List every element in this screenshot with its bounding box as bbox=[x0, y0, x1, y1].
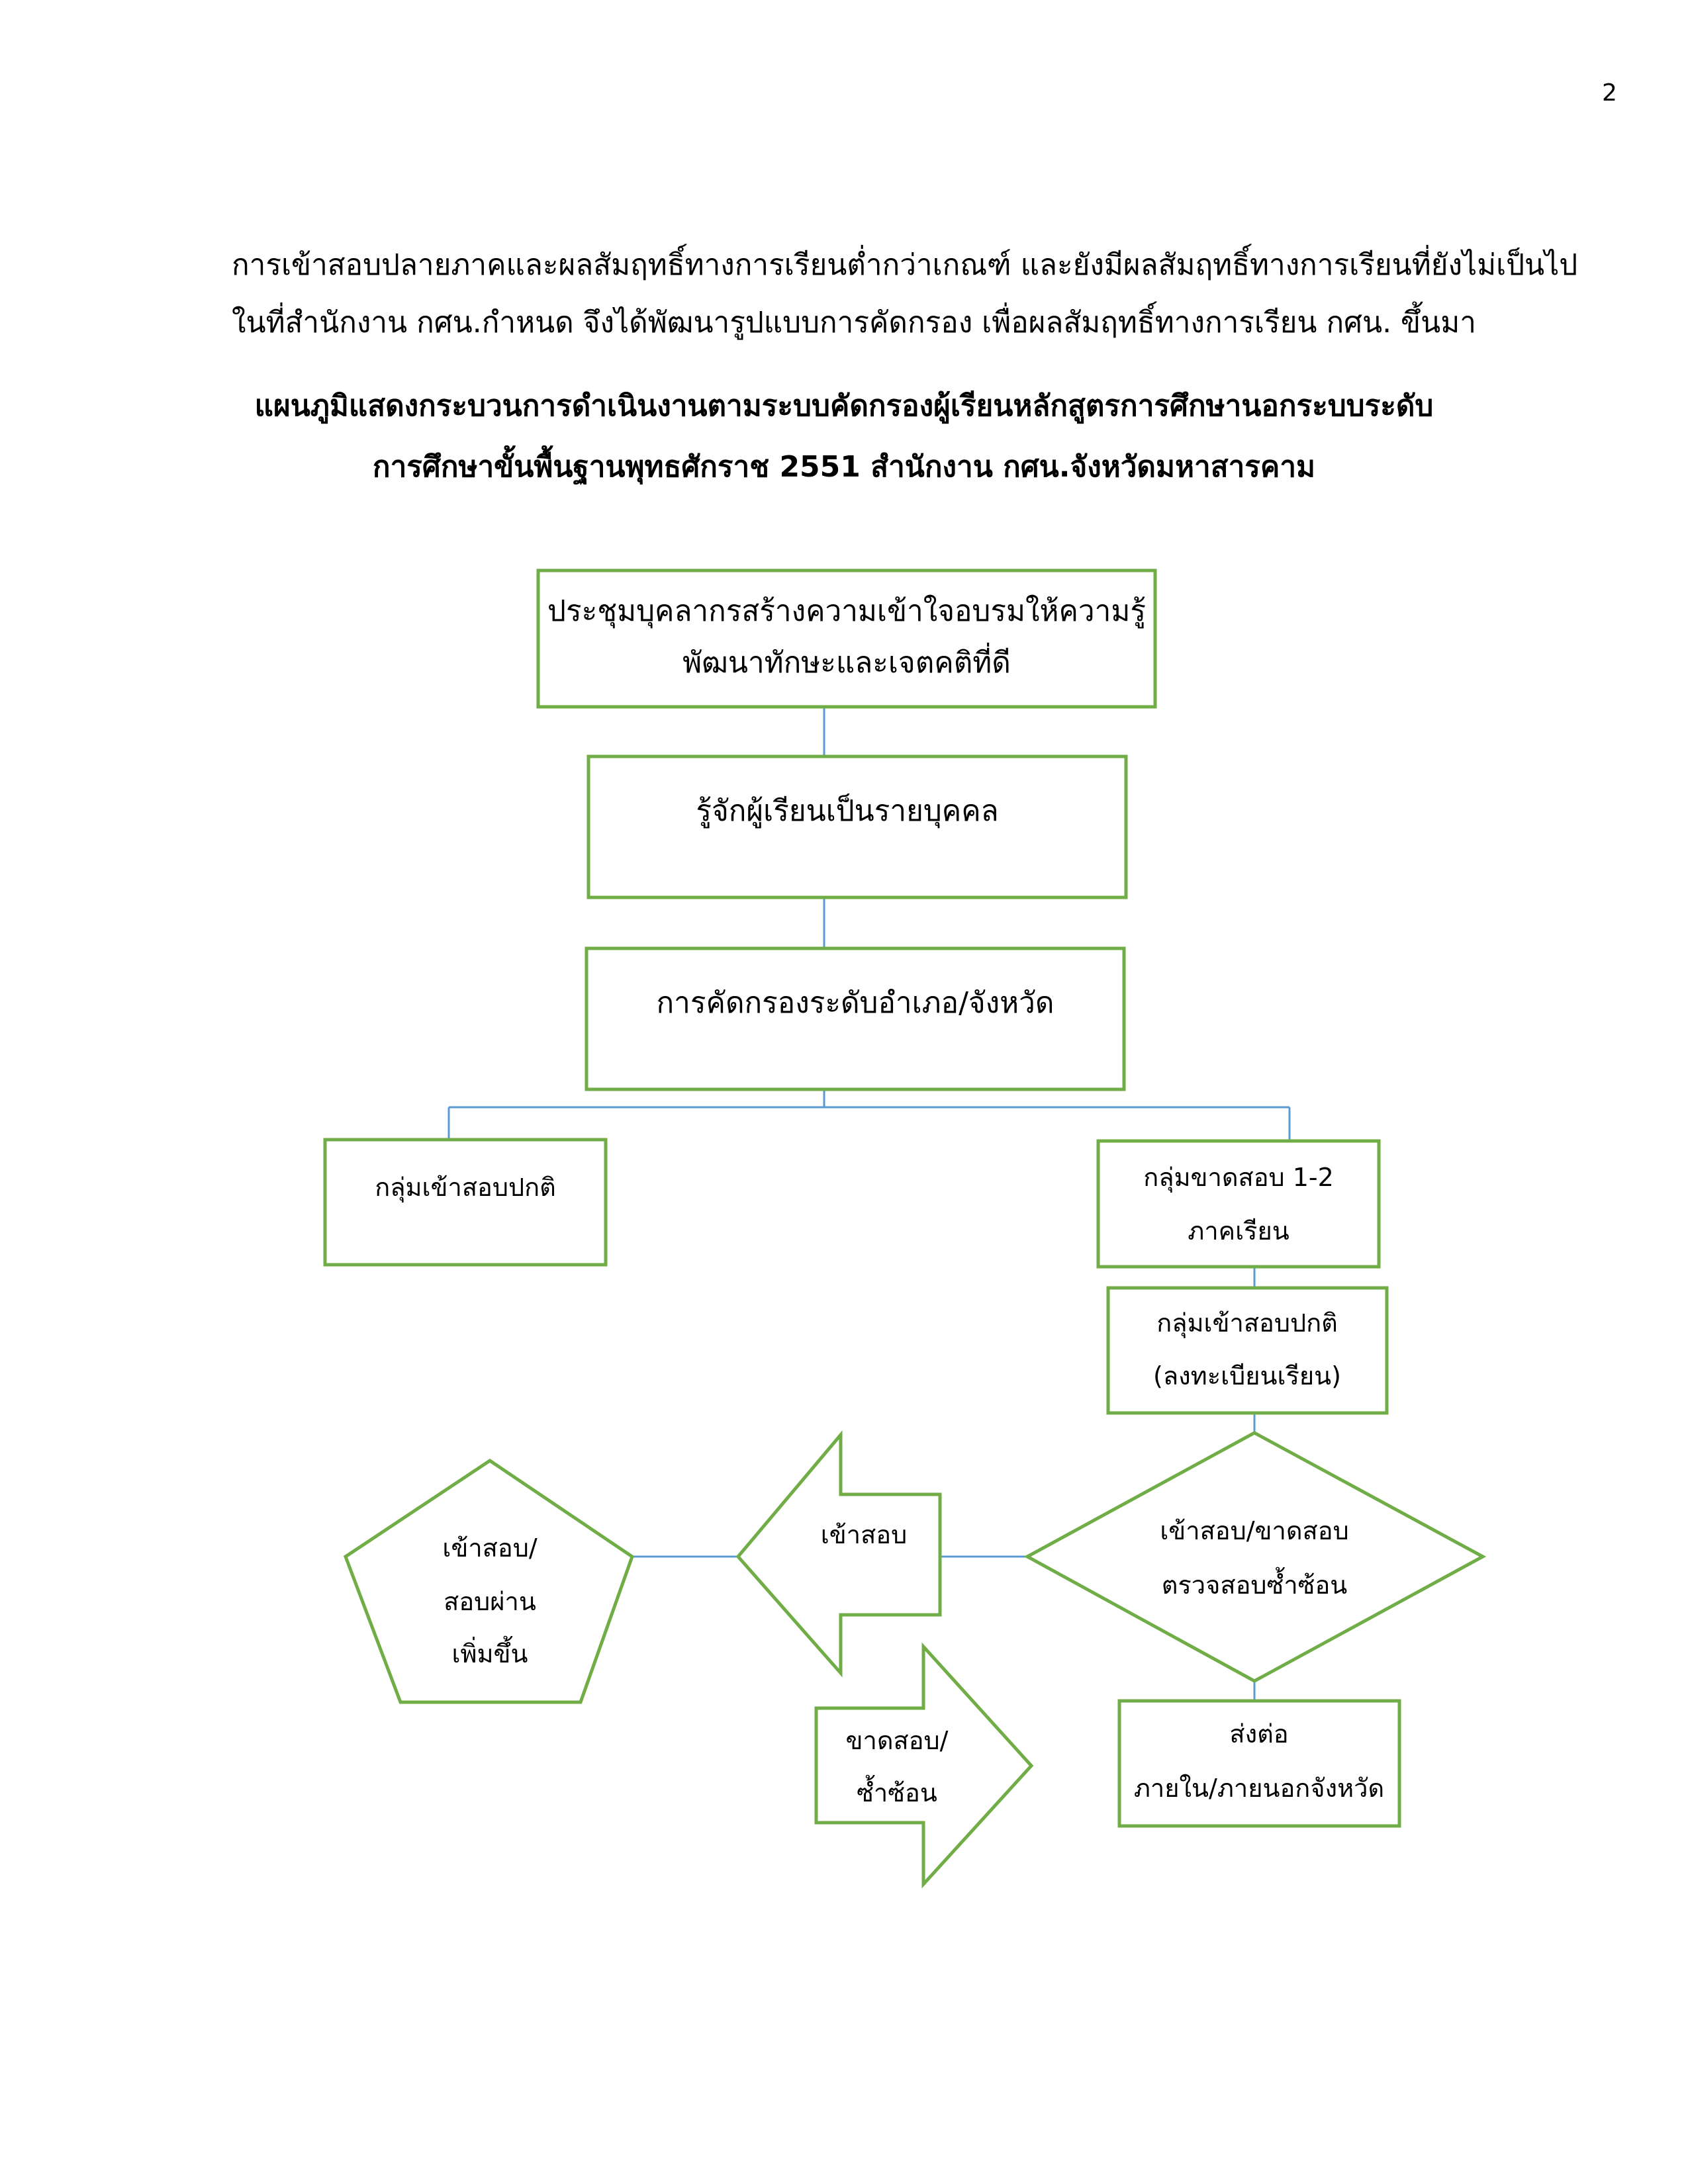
decision-label-line1: เข้าสอบ/ขาดสอบ bbox=[1160, 1516, 1349, 1545]
group-register-label-line1: กลุ่มเข้าสอบปกติ bbox=[1156, 1308, 1338, 1338]
arrow-absent-label-line2: ซ้ำซ้อน bbox=[857, 1778, 937, 1807]
group-register-box bbox=[1108, 1288, 1387, 1413]
step1-label-line2: พัฒนาทักษะและเจตคติที่ดี bbox=[682, 646, 1011, 680]
paragraph-line-1: การเข้าสอบปลายภาคและผลสัมฤทธิ์ทางการเรียนต่ำกว่าเกณฑ์ และยังมีผลสัมฤทธิ์ทางการเรียนที่ยังไม่เป็นไป bbox=[232, 248, 1578, 282]
step1-label-line1: ประชุมบุคลากรสร้างความเข้าใจอบรมให้ความรู้ bbox=[547, 594, 1146, 628]
step1-box bbox=[538, 570, 1155, 707]
chart-title-line-2: การศึกษาขั้นพื้นฐานพุทธศักราช 2551 สำนักงาน กศน.จังหวัดมหาสารคาม bbox=[372, 450, 1316, 484]
arrow-absent-label-line1: ขาดสอบ/ bbox=[845, 1726, 949, 1755]
paragraph-line-2: ในที่สำนักงาน กศน.กำหนด จึงได้พัฒนารูปแบบการคัดกรอง เพื่อผลสัมฤทธิ์ทางการเรียน กศน. ขึ้นมา bbox=[232, 306, 1476, 340]
chart-title-line-1: แผนภูมิแสดงกระบวนการดำเนินงานตามระบบคัดกรองผู้เรียนหลักสูตรการศึกษานอกระบบระดับ bbox=[254, 389, 1434, 423]
group-absent-box bbox=[1098, 1141, 1379, 1267]
decision-diamond bbox=[1027, 1433, 1483, 1681]
group-absent-label-line2: ภาคเรียน bbox=[1188, 1216, 1289, 1246]
decision-label-line2: ตรวจสอบซ้ำซ้อน bbox=[1161, 1570, 1348, 1600]
step2-label: รู้จักผู้เรียนเป็นรายบุคคล bbox=[696, 794, 999, 828]
group-normal-box bbox=[325, 1140, 606, 1265]
step3-label: การคัดกรองระดับอำเภอ/จังหวัด bbox=[656, 986, 1055, 1020]
arrow-take-exam-label: เข้าสอบ bbox=[820, 1520, 908, 1549]
arrow-take-exam bbox=[738, 1435, 940, 1673]
group-register-label-line2: (ลงทะเบียนเรียน) bbox=[1153, 1361, 1341, 1390]
pentagon-label-line1: เข้าสอบ/ bbox=[442, 1533, 538, 1563]
pentagon-label-line3: เพิ่มขึ้น bbox=[451, 1639, 528, 1668]
refer-label-line2: ภายใน/ภายนอกจังหวัด bbox=[1133, 1774, 1385, 1803]
group-normal-label: กลุ่มเข้าสอบปกติ bbox=[375, 1173, 556, 1202]
refer-label-line1: ส่งต่อ bbox=[1229, 1719, 1289, 1749]
arrow-absent-duplicate bbox=[816, 1647, 1031, 1884]
pentagon-label-line2: สอบผ่าน bbox=[444, 1587, 536, 1616]
group-absent-label-line1: กลุ่มขาดสอบ 1-2 bbox=[1143, 1163, 1334, 1192]
page-number: 2 bbox=[1602, 79, 1617, 107]
